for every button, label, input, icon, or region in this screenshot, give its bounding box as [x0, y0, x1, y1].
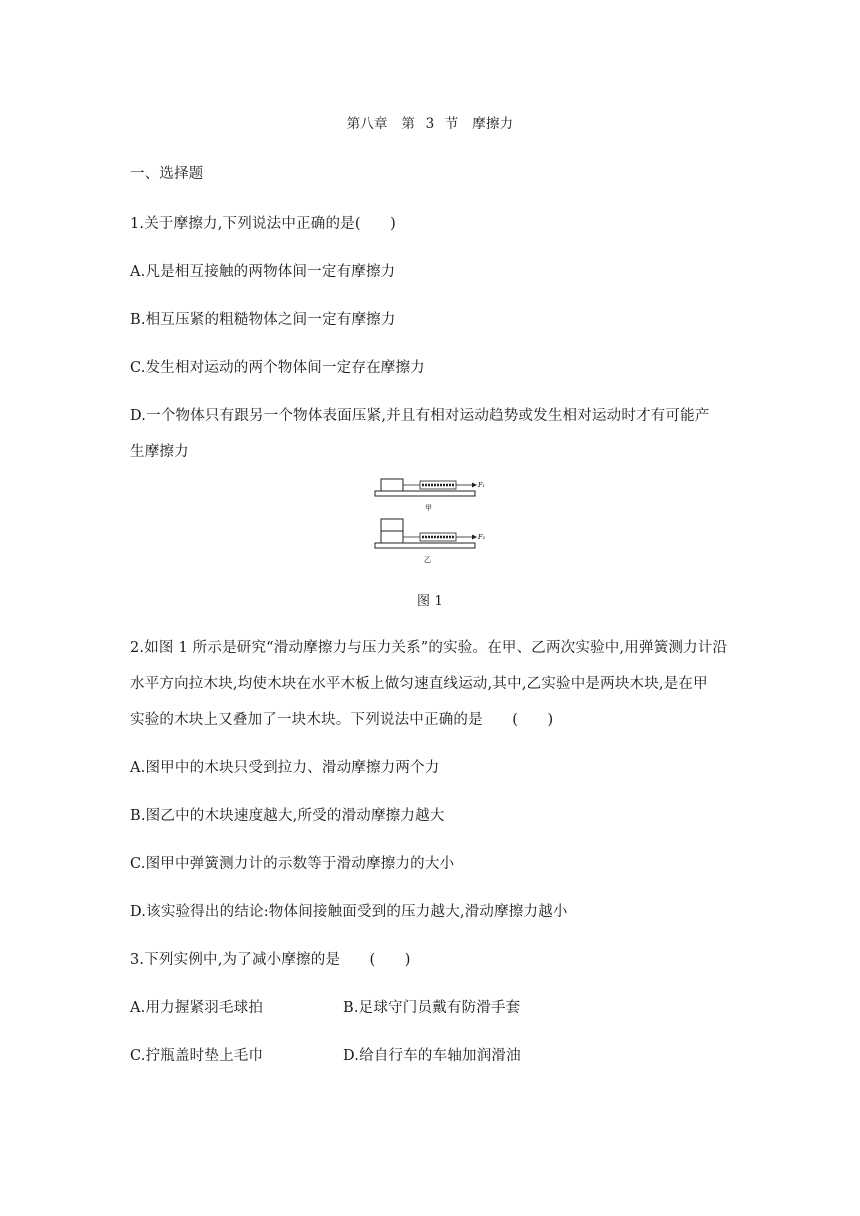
- q1-option-c: C.发生相对运动的两个物体间一定存在摩擦力: [130, 360, 425, 376]
- board-yi: [375, 543, 475, 548]
- q2-option-a: A.图甲中的木块只受到拉力、滑动摩擦力两个力: [130, 760, 440, 776]
- q2-stem-line3: 实验的木块上又叠加了一块木块。下列说法中正确的是 ( ): [130, 712, 554, 728]
- q1-option-a: A.凡是相互接触的两物体间一定有摩擦力: [130, 264, 396, 280]
- q2-stem-line1: 2.如图 1 所示是研究“滑动摩擦力与压力关系”的实验。在甲、乙两次实验中,用弹簧测力计沿: [130, 640, 728, 656]
- q2-option-d: D.该实验得出的结论:物体间接触面受到的压力越大,滑动摩擦力越小: [130, 904, 568, 920]
- q3-option-c: C.拧瓶盖时垫上毛巾: [130, 1048, 264, 1064]
- board-jia: [375, 491, 475, 496]
- q3-option-a: A.用力握紧羽毛球拍: [130, 1000, 264, 1016]
- q1-option-d-line1: D.一个物体只有跟另一个物体表面压紧,并且有相对运动趋势或发生相对运动时才有可能产: [130, 408, 710, 424]
- q3-option-d: D.给自行车的车轴加润滑油: [343, 1048, 521, 1064]
- q1-stem: 1.关于摩擦力,下列说法中正确的是( ): [130, 216, 396, 232]
- page-title: 第八章 第 3 节 摩擦力: [346, 116, 514, 132]
- q2-option-c: C.图甲中弹簧测力计的示数等于滑动摩擦力的大小: [130, 856, 455, 872]
- arrow-f2: [472, 535, 477, 540]
- force-label-f2: F₂: [478, 533, 486, 541]
- arrow-f1: [472, 483, 477, 488]
- q3-stem: 3.下列实例中,为了减小摩擦的是 ( ): [130, 952, 411, 968]
- label-jia: 甲: [425, 504, 432, 512]
- q2-option-b: B.图乙中的木块速度越大,所受的滑动摩擦力越大: [130, 808, 445, 824]
- block-yi-bottom: [381, 531, 403, 543]
- figure-caption: 图 1: [416, 594, 443, 609]
- block-yi-top: [381, 519, 403, 531]
- q1-option-d-line2: 生摩擦力: [130, 444, 189, 460]
- label-yi: 乙: [424, 556, 431, 564]
- friction-experiment-figure: [360, 472, 500, 572]
- q3-option-b: B.足球守门员戴有防滑手套: [343, 1000, 521, 1016]
- block-jia: [381, 479, 403, 491]
- q2-stem-line2: 水平方向拉木块,均使木块在水平木板上做匀速直线运动,其中,乙实验中是两块木块,是在甲: [130, 676, 708, 692]
- q1-option-b: B.相互压紧的粗糙物体之间一定有摩擦力: [130, 312, 396, 328]
- force-label-f1: F₁: [478, 481, 486, 489]
- section-heading: 一、选择题: [130, 166, 204, 182]
